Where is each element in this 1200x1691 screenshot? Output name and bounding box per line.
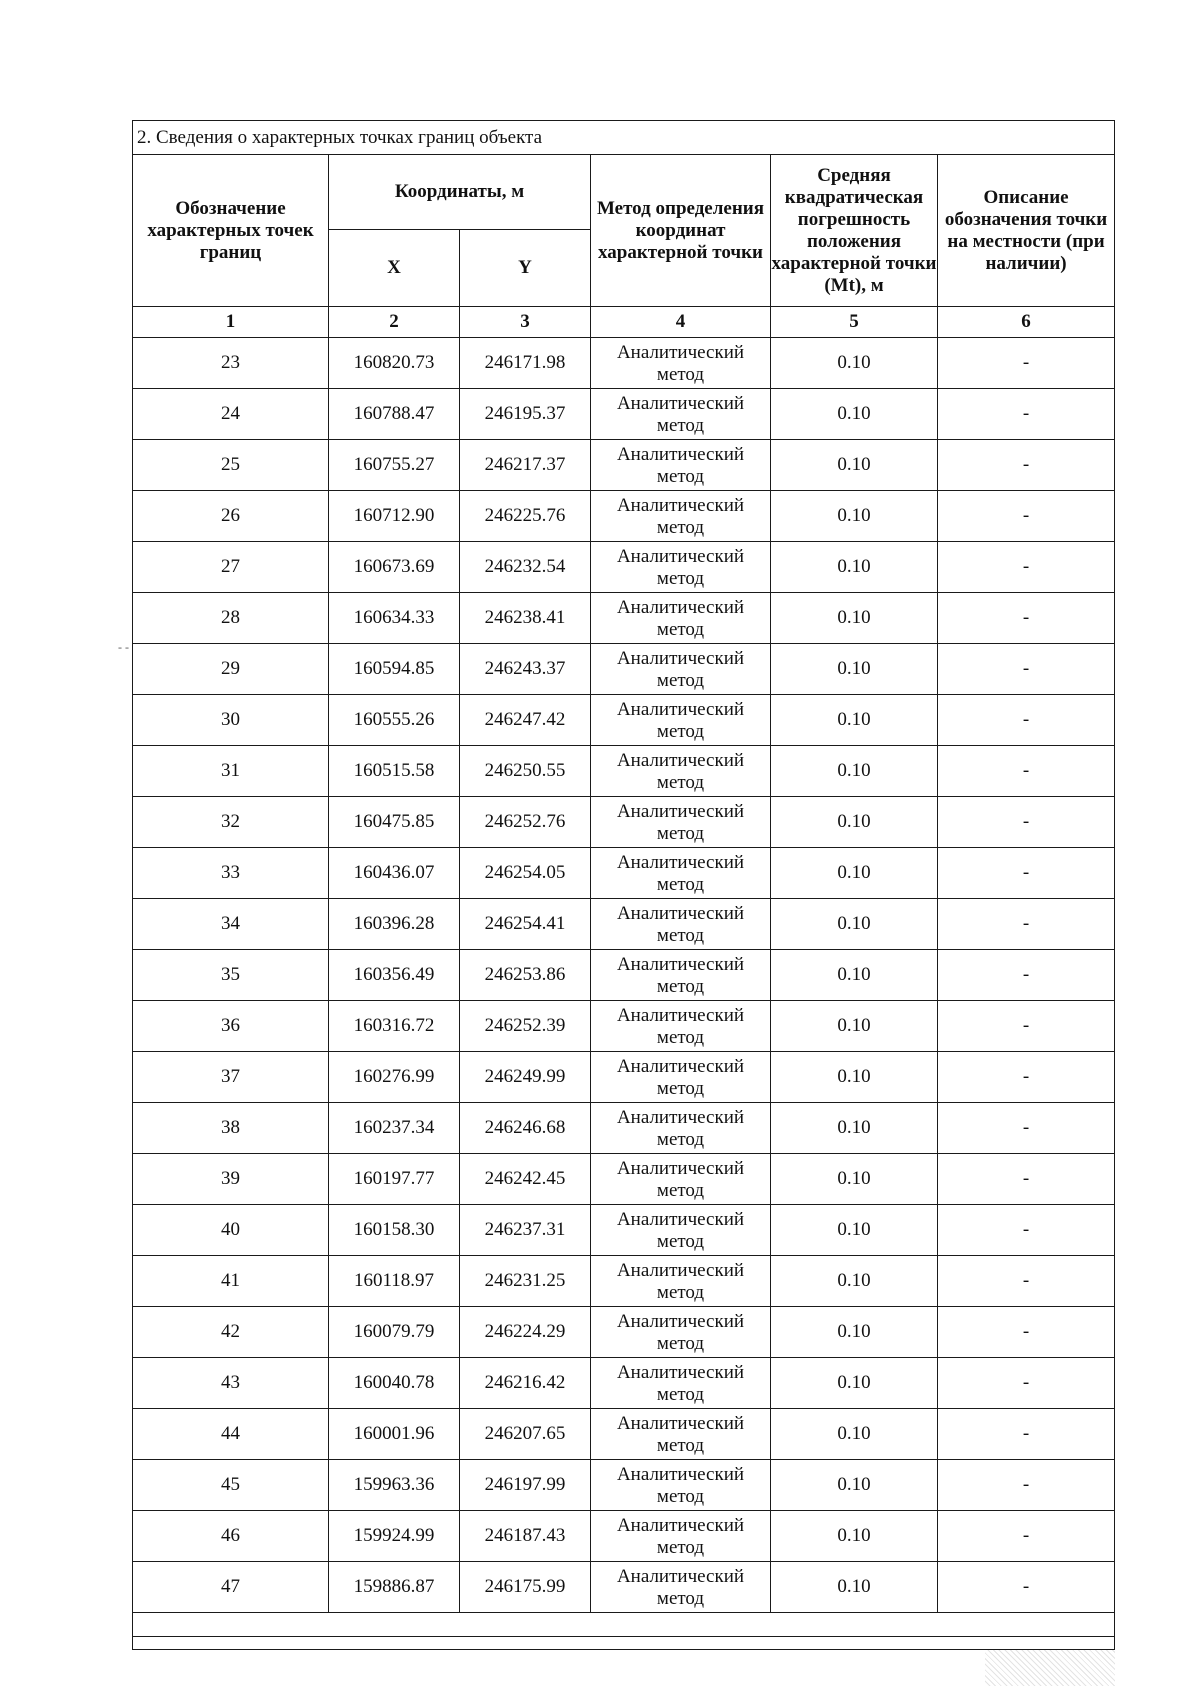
- description-cell: -: [938, 389, 1115, 440]
- method-cell: [591, 1511, 771, 1562]
- x-coordinate-cell: 160712.90: [329, 491, 460, 542]
- column-number: 4: [591, 307, 771, 338]
- description-cell: -: [938, 797, 1115, 848]
- method-line-2: метод: [656, 1129, 705, 1150]
- error-cell: 0.10: [771, 491, 938, 542]
- point-id-cell: 37: [133, 1052, 329, 1103]
- y-coordinate-cell: 246250.55: [460, 746, 591, 797]
- footer-rule: [132, 1636, 1114, 1637]
- method-cell: [591, 1154, 771, 1205]
- x-coordinate-cell: 160634.33: [329, 593, 460, 644]
- description-cell: -: [938, 695, 1115, 746]
- error-cell: 0.10: [771, 1562, 938, 1613]
- method-cell: [591, 1052, 771, 1103]
- description-cell: -: [938, 593, 1115, 644]
- scan-mark: - -: [118, 640, 129, 654]
- error-cell: 0.10: [771, 644, 938, 695]
- point-id-cell: 31: [133, 746, 329, 797]
- table-row: [133, 950, 1115, 1001]
- column-number: 5: [771, 307, 938, 338]
- method-line-2: метод: [656, 1486, 705, 1507]
- error-cell: 0.10: [771, 1409, 938, 1460]
- point-id-cell: 23: [133, 338, 329, 389]
- error-cell: 0.10: [771, 440, 938, 491]
- description-cell: -: [938, 1052, 1115, 1103]
- description-cell: -: [938, 950, 1115, 1001]
- description-cell: -: [938, 1001, 1115, 1052]
- y-coordinate-cell: 246249.99: [460, 1052, 591, 1103]
- x-coordinate-cell: 160040.78: [329, 1358, 460, 1409]
- method-line-2: метод: [656, 823, 705, 844]
- point-id-cell: 26: [133, 491, 329, 542]
- y-coordinate-cell: 246254.41: [460, 899, 591, 950]
- method-cell: [591, 440, 771, 491]
- point-id-cell: 43: [133, 1358, 329, 1409]
- x-coordinate-cell: 160118.97: [329, 1256, 460, 1307]
- method-line-1: Аналитический: [616, 444, 745, 465]
- table-row: [133, 491, 1115, 542]
- method-cell: [591, 899, 771, 950]
- section-title: 2. Сведения о характерных точках границ объекта: [133, 121, 1115, 155]
- y-coordinate-cell: 246246.68: [460, 1103, 591, 1154]
- method-line-2: метод: [656, 1537, 705, 1558]
- y-coordinate-cell: 246171.98: [460, 338, 591, 389]
- column-number-row: [133, 307, 1115, 338]
- error-cell: 0.10: [771, 1103, 938, 1154]
- y-coordinate-cell: 246231.25: [460, 1256, 591, 1307]
- method-line-1: Аналитический: [616, 750, 745, 771]
- method-cell: [591, 695, 771, 746]
- description-cell: -: [938, 1154, 1115, 1205]
- table-row: [133, 1409, 1115, 1460]
- method-line-2: метод: [656, 415, 705, 436]
- column-number: 2: [329, 307, 460, 338]
- table-row: [133, 848, 1115, 899]
- table-row: [133, 1103, 1115, 1154]
- description-cell: -: [938, 440, 1115, 491]
- table-row: [133, 1205, 1115, 1256]
- method-cell: [591, 1103, 771, 1154]
- method-line-2: метод: [656, 1027, 705, 1048]
- x-coordinate-cell: 160515.58: [329, 746, 460, 797]
- y-coordinate-cell: 246225.76: [460, 491, 591, 542]
- table-row: [133, 440, 1115, 491]
- x-coordinate-cell: 160594.85: [329, 644, 460, 695]
- boundary-points-table: [132, 120, 1115, 1650]
- point-id-cell: 34: [133, 899, 329, 950]
- y-coordinate-cell: 246207.65: [460, 1409, 591, 1460]
- error-cell: 0.10: [771, 1052, 938, 1103]
- y-coordinate-cell: 246195.37: [460, 389, 591, 440]
- method-line-2: метод: [656, 1435, 705, 1456]
- method-cell: [591, 1562, 771, 1613]
- method-cell: [591, 1205, 771, 1256]
- method-cell: [591, 746, 771, 797]
- x-coordinate-cell: 160158.30: [329, 1205, 460, 1256]
- error-cell: 0.10: [771, 950, 938, 1001]
- error-cell: 0.10: [771, 338, 938, 389]
- column-number: 6: [938, 307, 1115, 338]
- column-number: 1: [133, 307, 329, 338]
- method-line-2: метод: [656, 619, 705, 640]
- method-line-2: метод: [656, 1180, 705, 1201]
- empty-cell: [133, 1613, 1115, 1650]
- header-coordinates: Координаты, м: [329, 155, 591, 230]
- description-cell: -: [938, 491, 1115, 542]
- method-line-1: Аналитический: [616, 1260, 745, 1281]
- method-line-1: Аналитический: [616, 1107, 745, 1128]
- point-id-cell: 39: [133, 1154, 329, 1205]
- table-row: [133, 1307, 1115, 1358]
- table-row: [133, 899, 1115, 950]
- description-cell: -: [938, 1511, 1115, 1562]
- empty-row: [133, 1613, 1115, 1650]
- y-coordinate-cell: 246216.42: [460, 1358, 591, 1409]
- x-coordinate-cell: 160820.73: [329, 338, 460, 389]
- method-cell: [591, 1460, 771, 1511]
- x-coordinate-cell: 160237.34: [329, 1103, 460, 1154]
- method-line-1: Аналитический: [616, 1515, 745, 1536]
- point-id-cell: 44: [133, 1409, 329, 1460]
- description-cell: -: [938, 899, 1115, 950]
- x-coordinate-cell: 160475.85: [329, 797, 460, 848]
- x-coordinate-cell: 160356.49: [329, 950, 460, 1001]
- error-cell: 0.10: [771, 797, 938, 848]
- point-id-cell: 24: [133, 389, 329, 440]
- description-cell: -: [938, 1256, 1115, 1307]
- table-row: [133, 1154, 1115, 1205]
- x-coordinate-cell: 160197.77: [329, 1154, 460, 1205]
- y-coordinate-cell: 246252.76: [460, 797, 591, 848]
- error-cell: 0.10: [771, 593, 938, 644]
- error-cell: 0.10: [771, 746, 938, 797]
- method-cell: [591, 848, 771, 899]
- table-row: [133, 389, 1115, 440]
- point-id-cell: 40: [133, 1205, 329, 1256]
- point-id-cell: 25: [133, 440, 329, 491]
- y-coordinate-cell: 246232.54: [460, 542, 591, 593]
- method-cell: [591, 389, 771, 440]
- point-id-cell: 46: [133, 1511, 329, 1562]
- y-coordinate-cell: 246247.42: [460, 695, 591, 746]
- description-cell: -: [938, 848, 1115, 899]
- point-id-cell: 41: [133, 1256, 329, 1307]
- method-line-1: Аналитический: [616, 1464, 745, 1485]
- x-coordinate-cell: 159963.36: [329, 1460, 460, 1511]
- table-row: [133, 338, 1115, 389]
- method-line-2: метод: [656, 1078, 705, 1099]
- point-id-cell: 32: [133, 797, 329, 848]
- y-coordinate-cell: 246217.37: [460, 440, 591, 491]
- method-line-2: метод: [656, 1231, 705, 1252]
- error-cell: 0.10: [771, 1001, 938, 1052]
- method-cell: [591, 950, 771, 1001]
- method-line-1: Аналитический: [616, 903, 745, 924]
- table-row: [133, 542, 1115, 593]
- error-cell: 0.10: [771, 1307, 938, 1358]
- method-line-1: Аналитический: [616, 1413, 745, 1434]
- y-coordinate-cell: 246242.45: [460, 1154, 591, 1205]
- y-coordinate-cell: 246252.39: [460, 1001, 591, 1052]
- table-row: [133, 1052, 1115, 1103]
- method-line-1: Аналитический: [616, 1056, 745, 1077]
- error-cell: 0.10: [771, 1256, 938, 1307]
- y-coordinate-cell: 246254.05: [460, 848, 591, 899]
- error-cell: 0.10: [771, 1154, 938, 1205]
- method-cell: [591, 338, 771, 389]
- y-coordinate-cell: 246237.31: [460, 1205, 591, 1256]
- error-cell: 0.10: [771, 389, 938, 440]
- table-row: [133, 1460, 1115, 1511]
- point-id-cell: 36: [133, 1001, 329, 1052]
- error-cell: 0.10: [771, 899, 938, 950]
- method-line-2: метод: [656, 1384, 705, 1405]
- header-error: Средняя квадратическая погрешность положения характерной точки (Mt), м: [771, 155, 938, 307]
- table-row: [133, 1562, 1115, 1613]
- method-line-1: Аналитический: [616, 699, 745, 720]
- description-cell: -: [938, 644, 1115, 695]
- method-line-2: метод: [656, 517, 705, 538]
- error-cell: 0.10: [771, 1511, 938, 1562]
- method-cell: [591, 797, 771, 848]
- table-row: [133, 593, 1115, 644]
- header-y: Y: [460, 230, 591, 307]
- method-line-1: Аналитический: [616, 495, 745, 516]
- description-cell: -: [938, 1562, 1115, 1613]
- point-id-cell: 47: [133, 1562, 329, 1613]
- method-line-1: Аналитический: [616, 801, 745, 822]
- point-id-cell: 29: [133, 644, 329, 695]
- method-line-2: метод: [656, 1588, 705, 1609]
- point-id-cell: 35: [133, 950, 329, 1001]
- x-coordinate-cell: 160673.69: [329, 542, 460, 593]
- method-line-2: метод: [656, 364, 705, 385]
- header-description: Описание обозначения точки на местности (при наличии): [938, 155, 1115, 307]
- section-title-row: [133, 121, 1115, 155]
- point-id-cell: 42: [133, 1307, 329, 1358]
- table-row: [133, 1358, 1115, 1409]
- x-coordinate-cell: 159886.87: [329, 1562, 460, 1613]
- x-coordinate-cell: 160001.96: [329, 1409, 460, 1460]
- table-row: [133, 1001, 1115, 1052]
- y-coordinate-cell: 246175.99: [460, 1562, 591, 1613]
- method-cell: [591, 1409, 771, 1460]
- method-cell: [591, 644, 771, 695]
- method-line-1: Аналитический: [616, 1566, 745, 1587]
- x-coordinate-cell: 160555.26: [329, 695, 460, 746]
- table-row: [133, 797, 1115, 848]
- y-coordinate-cell: 246224.29: [460, 1307, 591, 1358]
- x-coordinate-cell: 160755.27: [329, 440, 460, 491]
- table-row: [133, 1256, 1115, 1307]
- description-cell: -: [938, 1409, 1115, 1460]
- point-id-cell: 27: [133, 542, 329, 593]
- method-cell: [591, 593, 771, 644]
- method-line-2: метод: [656, 466, 705, 487]
- method-line-2: метод: [656, 976, 705, 997]
- point-id-cell: 30: [133, 695, 329, 746]
- header-row-1: [133, 155, 1115, 230]
- method-line-1: Аналитический: [616, 648, 745, 669]
- method-cell: [591, 1358, 771, 1409]
- method-line-1: Аналитический: [616, 342, 745, 363]
- table-row: [133, 644, 1115, 695]
- method-line-2: метод: [656, 670, 705, 691]
- method-line-2: метод: [656, 1282, 705, 1303]
- error-cell: 0.10: [771, 1205, 938, 1256]
- method-line-1: Аналитический: [616, 852, 745, 873]
- description-cell: -: [938, 1103, 1115, 1154]
- method-line-2: метод: [656, 721, 705, 742]
- y-coordinate-cell: 246238.41: [460, 593, 591, 644]
- description-cell: -: [938, 1358, 1115, 1409]
- method-line-2: метод: [656, 1333, 705, 1354]
- y-coordinate-cell: 246197.99: [460, 1460, 591, 1511]
- header-designation: Обозначение характерных точек границ: [133, 155, 329, 307]
- x-coordinate-cell: 160079.79: [329, 1307, 460, 1358]
- y-coordinate-cell: 246253.86: [460, 950, 591, 1001]
- table-row: [133, 746, 1115, 797]
- description-cell: -: [938, 1460, 1115, 1511]
- table-row: [133, 1511, 1115, 1562]
- table-row: [133, 695, 1115, 746]
- description-cell: -: [938, 1307, 1115, 1358]
- error-cell: 0.10: [771, 1460, 938, 1511]
- method-cell: [591, 1001, 771, 1052]
- y-coordinate-cell: 246243.37: [460, 644, 591, 695]
- scan-noise: [985, 1650, 1115, 1686]
- method-line-2: метод: [656, 874, 705, 895]
- method-line-1: Аналитический: [616, 546, 745, 567]
- method-cell: [591, 491, 771, 542]
- point-id-cell: 33: [133, 848, 329, 899]
- method-cell: [591, 1256, 771, 1307]
- x-coordinate-cell: 159924.99: [329, 1511, 460, 1562]
- method-line-1: Аналитический: [616, 1209, 745, 1230]
- method-line-1: Аналитический: [616, 1005, 745, 1026]
- x-coordinate-cell: 160396.28: [329, 899, 460, 950]
- description-cell: -: [938, 1205, 1115, 1256]
- method-line-1: Аналитический: [616, 1362, 745, 1383]
- method-line-1: Аналитический: [616, 393, 745, 414]
- point-id-cell: 45: [133, 1460, 329, 1511]
- method-line-1: Аналитический: [616, 954, 745, 975]
- y-coordinate-cell: 246187.43: [460, 1511, 591, 1562]
- method-cell: [591, 542, 771, 593]
- error-cell: 0.10: [771, 1358, 938, 1409]
- x-coordinate-cell: 160788.47: [329, 389, 460, 440]
- point-id-cell: 28: [133, 593, 329, 644]
- method-line-2: метод: [656, 568, 705, 589]
- error-cell: 0.10: [771, 848, 938, 899]
- header-x: X: [329, 230, 460, 307]
- method-cell: [591, 1307, 771, 1358]
- description-cell: -: [938, 542, 1115, 593]
- description-cell: -: [938, 338, 1115, 389]
- header-method: Метод определения координат характерной точки: [591, 155, 771, 307]
- method-line-1: Аналитический: [616, 1311, 745, 1332]
- point-id-cell: 38: [133, 1103, 329, 1154]
- description-cell: -: [938, 746, 1115, 797]
- x-coordinate-cell: 160316.72: [329, 1001, 460, 1052]
- method-line-2: метод: [656, 925, 705, 946]
- method-line-1: Аналитический: [616, 1158, 745, 1179]
- column-number: 3: [460, 307, 591, 338]
- method-line-1: Аналитический: [616, 597, 745, 618]
- error-cell: 0.10: [771, 542, 938, 593]
- x-coordinate-cell: 160436.07: [329, 848, 460, 899]
- x-coordinate-cell: 160276.99: [329, 1052, 460, 1103]
- error-cell: 0.10: [771, 695, 938, 746]
- method-line-2: метод: [656, 772, 705, 793]
